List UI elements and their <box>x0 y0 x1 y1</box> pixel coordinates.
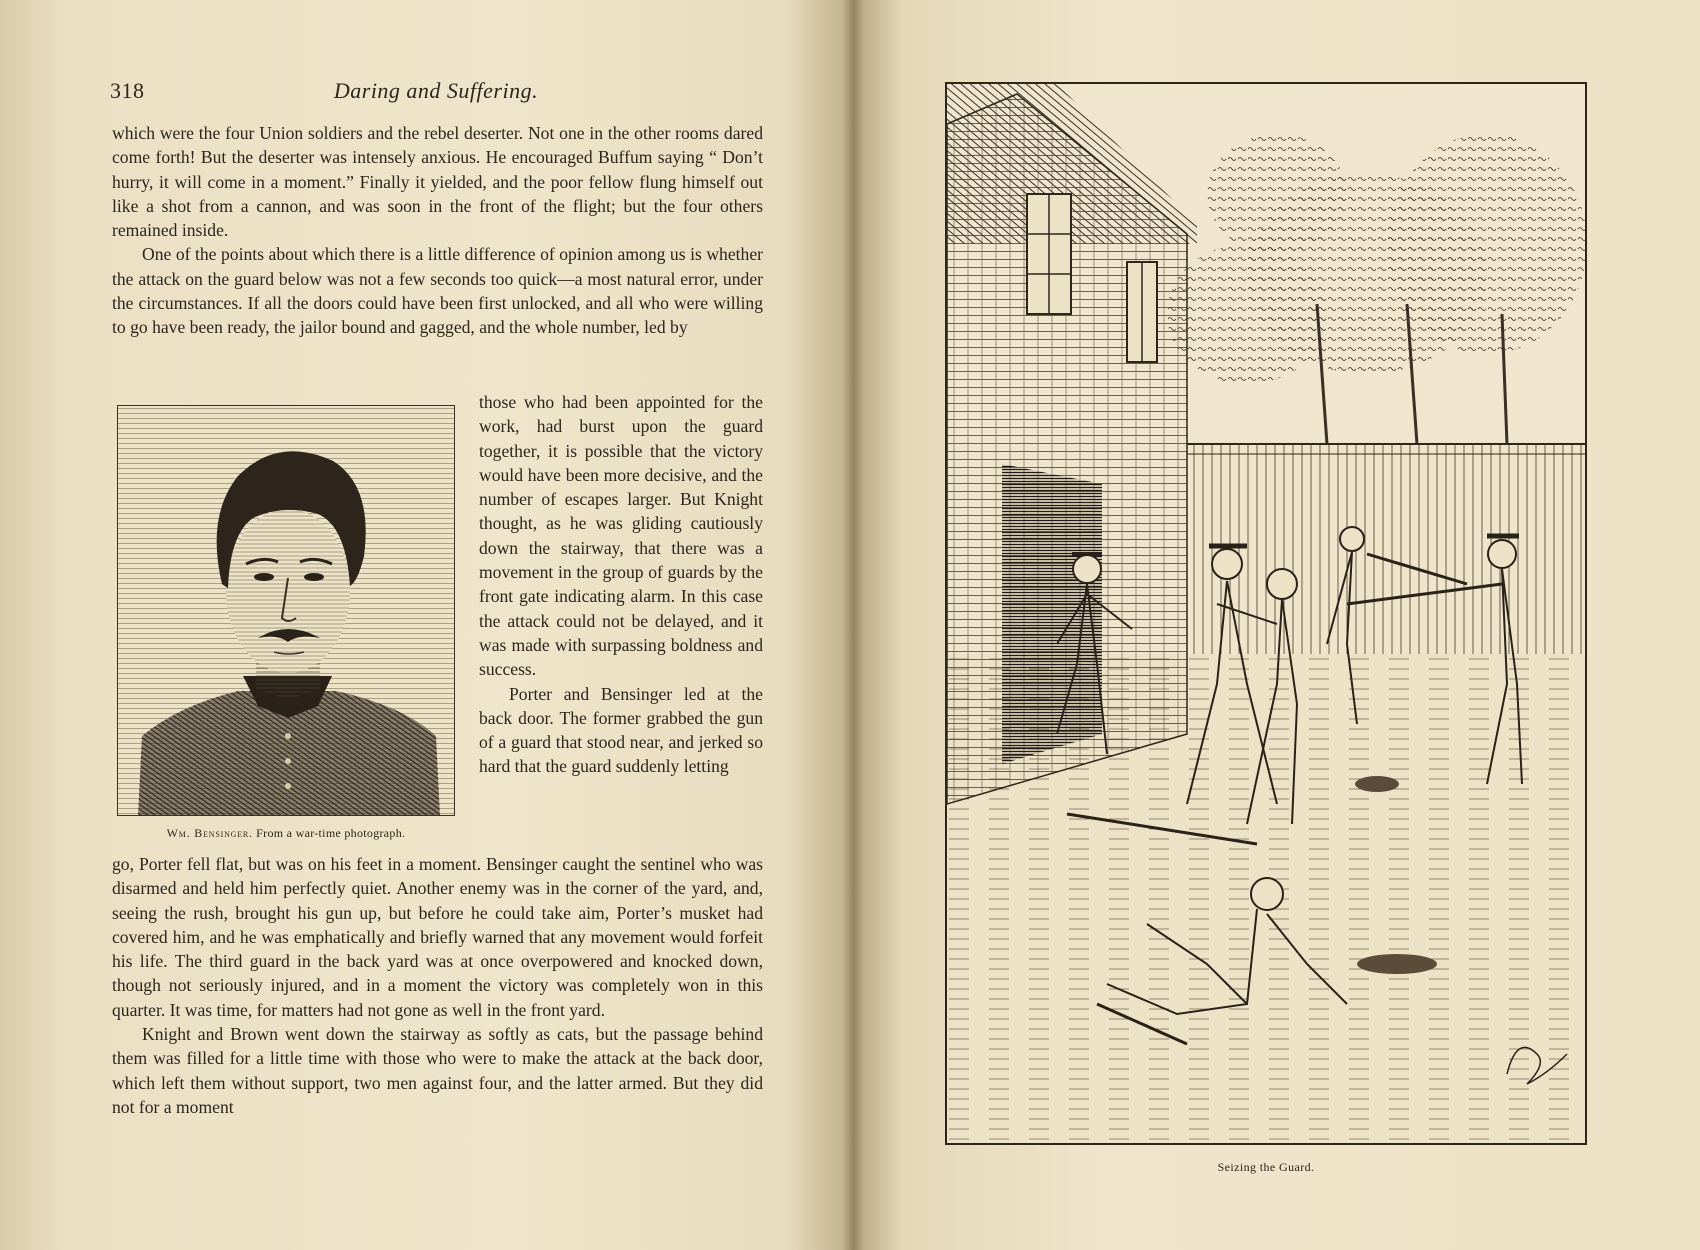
book-gutter <box>842 0 864 1250</box>
paragraph-2: One of the points about which there is a little difference of opinion among us is whether the attack on the guard below was not a few seconds too quick—a most natural error, under the circumstances. If all the doors could have been first unlocked, and all who were willing to go have been ready, the jailor bound and gagged, and the whole number, led by <box>112 244 763 338</box>
running-title: Daring and Suffering. <box>333 78 539 103</box>
text-block-top <box>112 121 763 340</box>
illustration-engraving <box>945 82 1587 1145</box>
portrait-drawing <box>118 406 455 816</box>
paragraph-3-end: go, Porter fell flat, but was on his feet in a moment. Bensinger caught the sentinel who was disarmed and held him perfectly quiet. Another enemy was in the corner of the yard, and, seeing the rush, brought his gun up, but before he could take aim, Porter’s musket had covered him, and he was emphatically and briefly warned that any movement would forfeit his life. The third guard in the back yard was at once overpowered and knocked down, though not seriously injured, and in a moment the victory was completely won in this quarter. It was time, for matters had not gone as well in the front yard. <box>112 854 763 1020</box>
paragraph-4: Knight and Brown went down the stairway as softly as cats, but the passage behind them was filled for a little time with those who were to make the attack at the back door, which left them without support, two men against four, and the latter armed. But they did not for a moment <box>112 1024 763 1117</box>
paragraph-2-continued: those who had been appointed for the work, had burst upon the guard together, it is possible that the victory would have been more decisive, and the number of escapes larger. But Knight thought, as he was gliding cautiously down the stairway, that there was a movement in the group of guards by the front gate indicating alarm. In this case the attack could not be delayed, and it was made with surpassing boldness and success. <box>479 392 763 680</box>
portrait-caption <box>117 826 455 841</box>
page-number: 318 <box>110 78 145 103</box>
text-block-bottom <box>112 852 763 1119</box>
illustration-drawing <box>947 84 1585 1143</box>
paragraph-3-start: Porter and Bensinger led at the back door. The former grabbed the gun of a guard that stood near, and jerked so hard that the guard suddenly letting <box>479 683 763 777</box>
paragraph-1: which were the four Union soldiers and the rebel deserter. Not one in the other rooms dared come forth! But the deserter was intensely anxious. He encouraged Buffum saying “ Don’t hurry, it will come in a moment.” Finally it yielded, and the poor fellow flung himself out like a shot from a cannon, and was soon in the front of the flight; but the four others remained inside. <box>112 123 763 241</box>
side-column-text <box>479 390 763 779</box>
caption-source: From a war-time photograph. <box>256 826 406 840</box>
portrait-engraving <box>117 405 455 816</box>
caption-name: Wm. Bensinger. <box>166 826 253 840</box>
running-head <box>110 78 762 108</box>
illustration-caption: Seizing the Guard. <box>1217 1160 1315 1174</box>
